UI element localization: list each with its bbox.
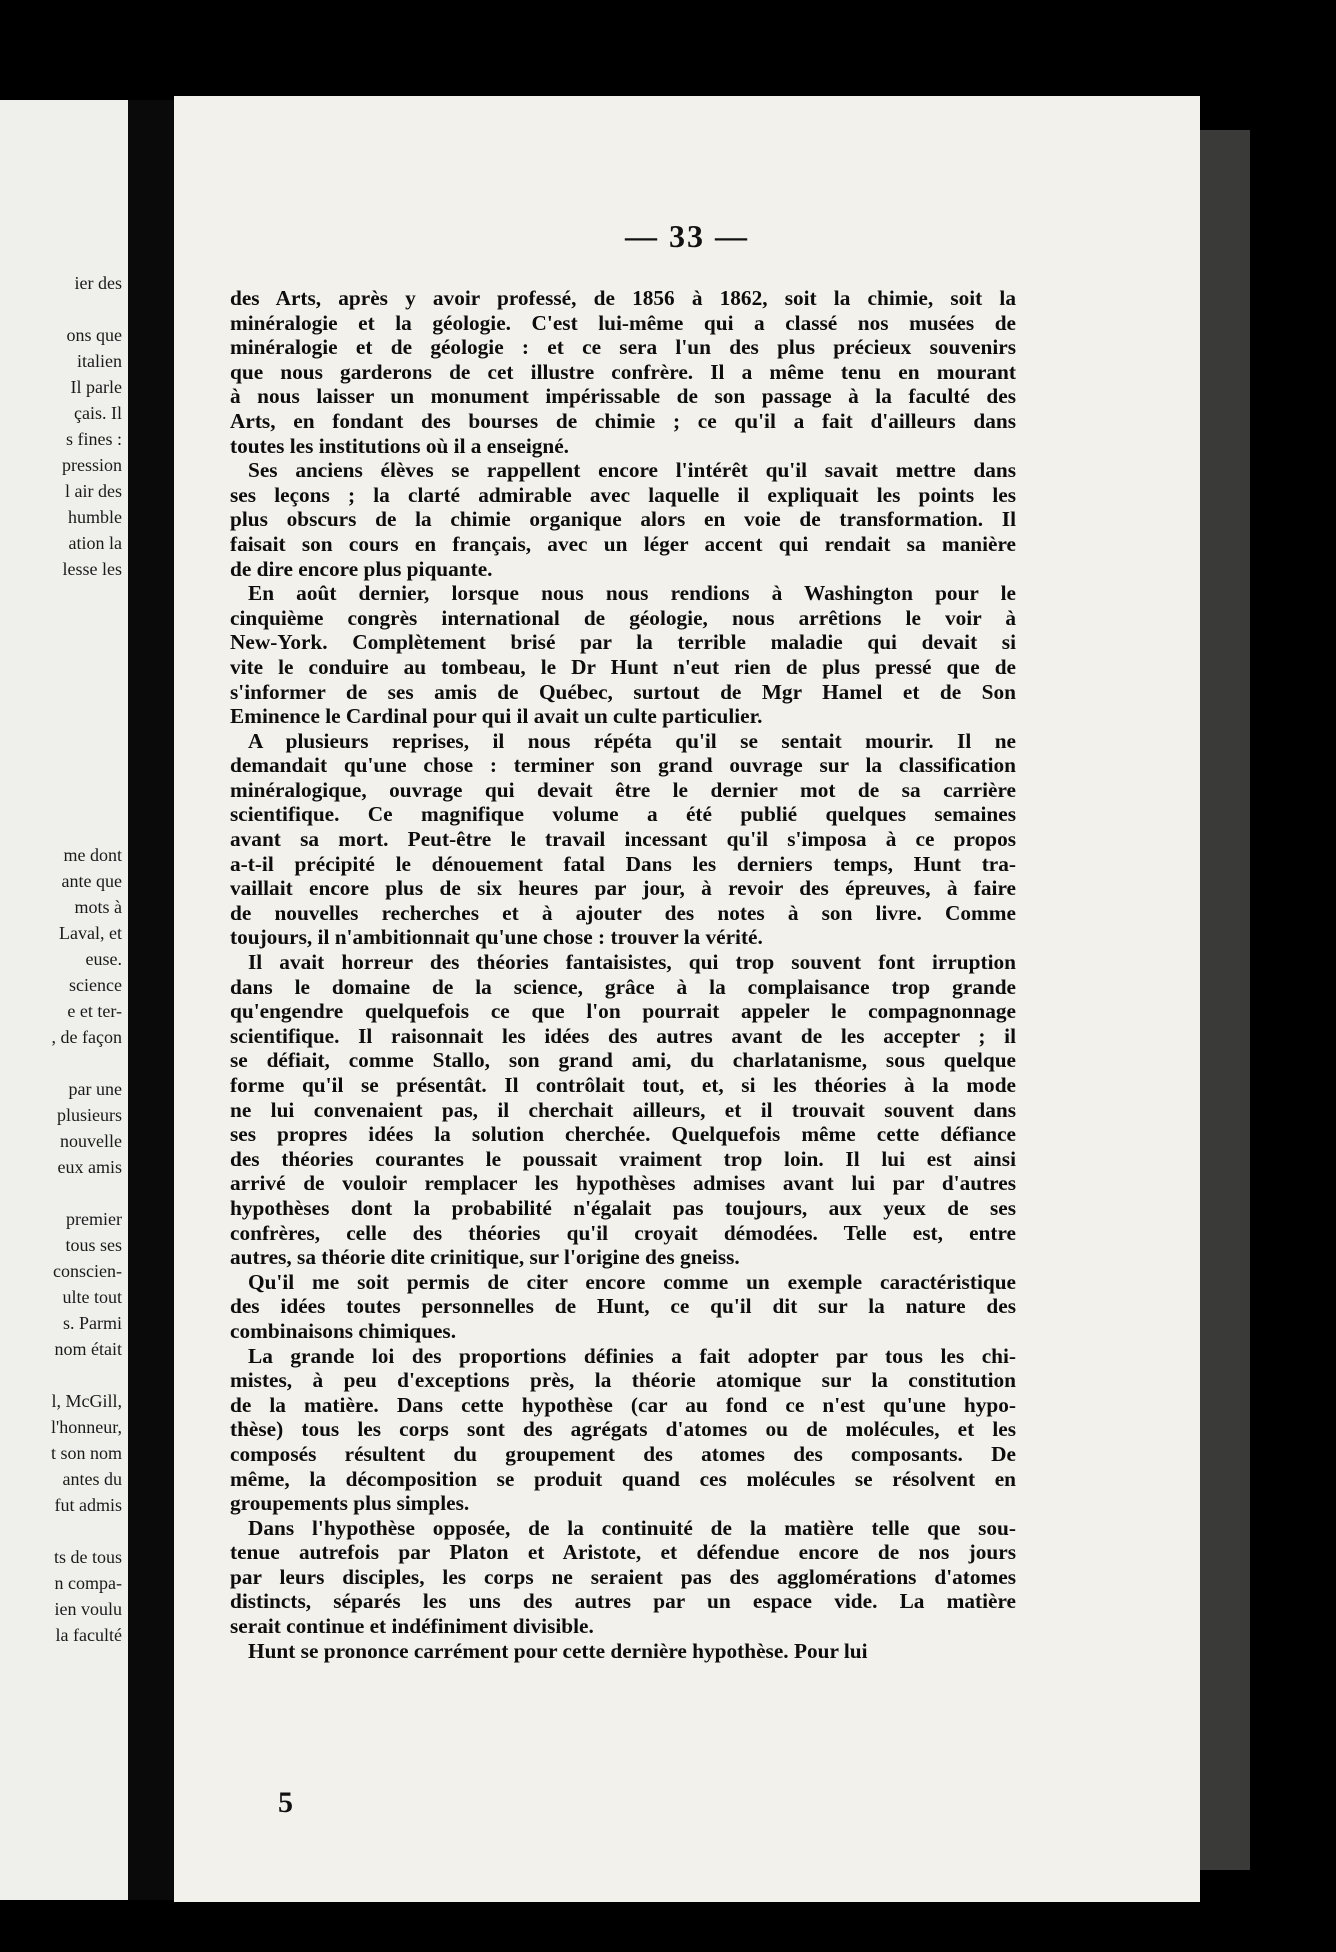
book-gutter xyxy=(128,100,174,1900)
text-line: confrères, celle des théories qu'il croyait démodées. Telle est, entre xyxy=(230,1220,1016,1245)
text-line: toujours, il n'ambitionnait qu'une chose : trouver la vérité. xyxy=(230,925,763,950)
facing-page-line: s fines : xyxy=(66,429,122,449)
page-edge xyxy=(1200,130,1250,1870)
facing-page-line: plusieurs xyxy=(57,1105,122,1125)
signature-mark: 5 xyxy=(278,1786,293,1819)
facing-page-line xyxy=(0,582,122,608)
facing-page-line: ien voulu xyxy=(54,1599,122,1619)
facing-page-line: par une xyxy=(68,1079,122,1099)
facing-page-line: antes du xyxy=(62,1469,122,1489)
text-line: se défiait, comme Stallo, son grand ami, du charlatanisme, sous quelque xyxy=(230,1048,1016,1073)
page-number: — 33 — xyxy=(625,218,749,254)
text-line: Eminence le Cardinal pour qui il avait un culte particulier. xyxy=(230,704,763,729)
facing-page-line xyxy=(0,608,122,634)
facing-page-line: me dont xyxy=(63,845,122,865)
text-line: ses leçons ; la clarté admirable avec laquelle il expliquait les points les xyxy=(230,482,1016,507)
facing-page-line: euse. xyxy=(85,949,122,969)
facing-page-line: science xyxy=(69,975,122,995)
facing-page-line: ante que xyxy=(61,871,122,891)
text-line: s'informer de ses amis de Québec, surtout de Mgr Hamel et de Son xyxy=(230,679,1016,704)
text-line: faisait son cours en français, avec un léger accent qui rendait sa manière xyxy=(230,531,1016,556)
facing-page-line: l'honneur, xyxy=(50,1417,122,1437)
facing-page-line xyxy=(0,1362,122,1388)
text-line: vaillait encore plus de six heures par jour, à revoir des épreuves, à faire xyxy=(230,876,1016,901)
text-line: des théories courantes le poussait vraiment trop loin. Il lui est ainsi xyxy=(230,1146,1016,1171)
text-line: Qu'il me soit permis de citer encore comme un exemple caractéristique xyxy=(248,1269,1016,1294)
facing-page-line: conscien- xyxy=(53,1261,122,1281)
text-line: demandait qu'une chose : terminer son grand ouvrage sur la classification xyxy=(230,753,1016,778)
facing-page-line xyxy=(0,1180,122,1206)
text-line: ne lui convenaient pas, il cherchait ailleurs, et il trouvait souvent dans xyxy=(230,1097,1016,1122)
text-line: Il avait horreur des théories fantaisistes, qui trop souvent font irruption xyxy=(248,950,1016,975)
facing-page-line: mots à xyxy=(74,897,122,917)
facing-page-line: premier xyxy=(66,1209,122,1229)
facing-page-line: ulte tout xyxy=(62,1287,122,1307)
facing-page-line xyxy=(0,712,122,738)
facing-page-text xyxy=(0,270,122,1648)
text-line: de nouvelles recherches et à ajouter des notes à son livre. Comme xyxy=(230,900,1016,925)
facing-page-line: Il parle xyxy=(70,377,122,397)
facing-page-line: , de façon xyxy=(51,1027,122,1047)
facing-page-line: çais. Il xyxy=(74,403,122,423)
text-line: Arts, en fondant des bourses de chimie ; ce qu'il a fait d'ailleurs dans xyxy=(230,408,1016,433)
text-line: Hunt se prononce carrément pour cette dernière hypothèse. Pour lui xyxy=(248,1638,868,1663)
text-line: serait continue et indéfiniment divisible. xyxy=(230,1614,594,1639)
text-line: New-York. Complètement brisé par la terrible maladie qui devait si xyxy=(230,630,1016,655)
facing-page-line: humble xyxy=(68,507,122,527)
text-line: à nous laisser un monument impérissable de son passage à la faculté des xyxy=(230,384,1016,409)
text-line: scientifique. Ce magnifique volume a été publié quelques semaines xyxy=(230,802,1016,827)
text-line: A plusieurs reprises, il nous répéta qu'il se sentait mourir. Il ne xyxy=(248,728,1016,753)
text-line: que nous garderons de cet illustre confrère. Il a même tenu en mourant xyxy=(230,359,1016,384)
text-line: thèse) tous les corps sont des agrégats d'atomes ou de molécules, et les xyxy=(230,1417,1016,1442)
facing-page-line: nouvelle xyxy=(60,1131,122,1151)
text-line: La grande loi des proportions définies a fait adopter par tous les chi- xyxy=(248,1343,1016,1368)
facing-page-line xyxy=(0,790,122,816)
text-line: En août dernier, lorsque nous nous rendions à Washington pour le xyxy=(248,581,1016,606)
text-line: combinaisons chimiques. xyxy=(230,1318,457,1343)
facing-page-line xyxy=(0,634,122,660)
text-line: de dire encore plus piquante. xyxy=(230,556,493,581)
facing-page-line: ation la xyxy=(68,533,122,553)
text-line: toutes les institutions où il a enseigné. xyxy=(230,433,570,458)
facing-page-line: ts de tous xyxy=(53,1547,122,1567)
facing-page-line xyxy=(0,660,122,686)
text-line: qu'engendre quelquefois ce que l'on pourrait appeler le compagnonnage xyxy=(230,999,1016,1024)
text-line: des idées toutes personnelles de Hunt, ce qu'il dit sur la nature des xyxy=(230,1294,1016,1319)
facing-page-line: tous ses xyxy=(65,1235,122,1255)
text-line: composés résultent du groupement des atomes des composants. De xyxy=(230,1441,1016,1466)
text-line: minéralogie et la géologie. C'est lui-même qui a classé nos musées de xyxy=(230,310,1016,335)
text-line: des Arts, après y avoir professé, de 1856 à 1862, soit la chimie, soit la xyxy=(230,286,1016,310)
facing-page-line: ier des xyxy=(74,273,122,293)
text-line: minéralogique, ouvrage qui devait être le dernier mot de sa carrière xyxy=(230,777,1016,802)
text-line: de la matière. Dans cette hypothèse (car au fond ce n'est qu'une hypo- xyxy=(230,1392,1016,1417)
text-line: scientifique. Il raisonnait les idées des autres avant de les accepter ; il xyxy=(230,1023,1016,1048)
text-line: mistes, à peu d'exceptions près, la théorie atomique sur la constitution xyxy=(230,1368,1016,1393)
facing-page-line: s. Parmi xyxy=(62,1313,122,1333)
facing-page-line: pression xyxy=(62,455,122,475)
facing-page-line: fut admis xyxy=(54,1495,122,1515)
text-line: hypothèses dont la probabilité n'égalait pas toujours, aux yeux de ses xyxy=(230,1195,1016,1220)
text-line: minéralogie et de géologie : et ce sera l'un des plus précieux souvenirs xyxy=(230,335,1016,360)
facing-page-line xyxy=(0,816,122,842)
facing-page-line: Laval, et xyxy=(59,923,122,943)
facing-page-line: t son nom xyxy=(50,1443,122,1463)
facing-page-line: n compa- xyxy=(54,1573,122,1593)
facing-page xyxy=(0,100,128,1900)
text-line: plus obscurs de la chimie organique alors en voie de transformation. Il xyxy=(230,507,1016,532)
facing-page-line: l, McGill, xyxy=(51,1391,122,1411)
text-line: dans le domaine de la science, grâce à la complaisance trop grande xyxy=(230,974,1016,999)
text-line: vite le conduire au tombeau, le Dr Hunt n'eut rien de plus pressé que de xyxy=(230,654,1016,679)
facing-page-line: eux amis xyxy=(57,1157,122,1177)
facing-page-line: la faculté xyxy=(55,1625,122,1645)
text-line: forme qu'il se présentât. Il contrôlait tout, et, si les théories à la mode xyxy=(230,1073,1016,1097)
facing-page-line xyxy=(0,764,122,790)
facing-page-line: ons que xyxy=(66,325,122,345)
text-line: tenue autrefois par Platon et Aristote, et défendue encore de nos jours xyxy=(230,1540,1016,1565)
text-line: avant sa mort. Peut-être le travail incessant qu'il s'imposa à ce propos xyxy=(230,827,1016,852)
text-line: groupements plus simples. xyxy=(230,1491,470,1516)
text-line: par leurs disciples, les corps ne seraient pas des agglomérations d'atomes xyxy=(230,1564,1016,1589)
text-line: cinquième congrès international de géologie, nous arrêtions le voir à xyxy=(230,605,1016,630)
facing-page-line: lesse les xyxy=(62,559,122,579)
facing-page-line: nom était xyxy=(54,1339,122,1359)
facing-page-line xyxy=(0,296,122,322)
facing-page-line xyxy=(0,1050,122,1076)
text-line: ses propres idées la solution cherchée. Quelquefois même cette défiance xyxy=(230,1122,1016,1147)
page-body-text xyxy=(230,286,1016,1663)
text-line: distincts, séparés les uns des autres par un espace vide. La matière xyxy=(230,1589,1016,1614)
book-page xyxy=(174,96,1200,1902)
text-line: même, la décomposition se produit quand ces molécules se résolvent en xyxy=(230,1466,1016,1491)
facing-page-line xyxy=(0,1518,122,1544)
text-line: autres, sa théorie dite crinitique, sur l'origine des gneiss. xyxy=(230,1245,740,1270)
text-line: Dans l'hypothèse opposée, de la continuité de la matière telle que sou- xyxy=(248,1515,1016,1540)
facing-page-line: l air des xyxy=(65,481,122,501)
facing-page-line xyxy=(0,738,122,764)
facing-page-line: e et ter- xyxy=(67,1001,122,1021)
text-line: Ses anciens élèves se rappellent encore l'intérêt qu'il savait mettre dans xyxy=(248,458,1016,483)
facing-page-line: italien xyxy=(77,351,122,371)
text-line: a-t-il précipité le dénouement fatal Dans les derniers temps, Hunt tra- xyxy=(230,851,1016,876)
text-line: arrivé de vouloir remplacer les hypothèses admises avant lui par d'autres xyxy=(230,1171,1016,1196)
facing-page-line xyxy=(0,686,122,712)
